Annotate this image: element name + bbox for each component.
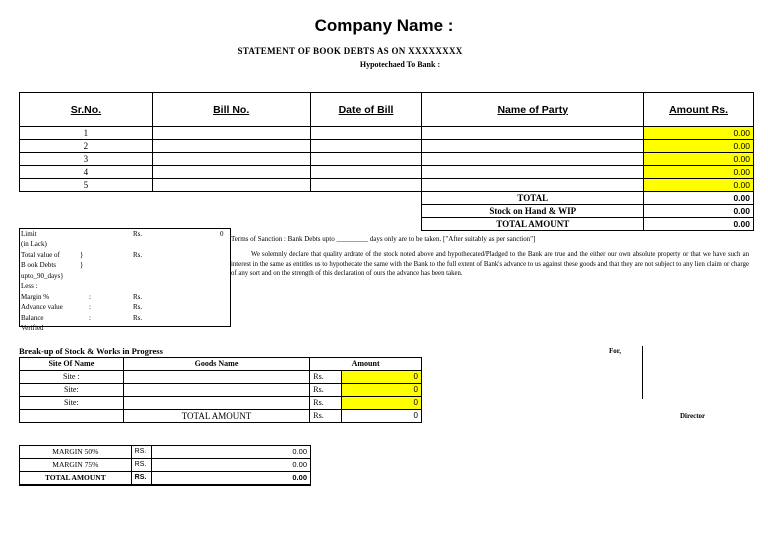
margin-value: 0.00 xyxy=(151,459,310,472)
site-cell: Site: xyxy=(20,397,124,410)
site-cell: Site: xyxy=(20,384,124,397)
margin-label: Margin % xyxy=(21,293,50,301)
amount-cell[interactable]: 0.00 xyxy=(644,127,754,140)
brace: } xyxy=(80,261,84,269)
total-value-label: Total value of xyxy=(21,251,60,259)
in-lack-label: (in Lack) xyxy=(21,240,47,248)
date-cell[interactable] xyxy=(310,153,422,166)
amount-cell[interactable]: 0.00 xyxy=(644,140,754,153)
stock-amount-cell[interactable]: 0 xyxy=(342,397,422,410)
goods-cell[interactable] xyxy=(123,397,310,410)
margin-table xyxy=(19,445,311,486)
table-header-row xyxy=(20,93,754,127)
summary-row-stock xyxy=(20,205,754,218)
stock-header-row xyxy=(20,358,422,371)
party-cell[interactable] xyxy=(422,140,644,153)
stock-label: Stock on Hand & WIP xyxy=(422,205,644,218)
date-cell[interactable] xyxy=(310,127,422,140)
hypothecated-bank: Hypotechaed To Bank : xyxy=(359,60,441,69)
total-amount-label: TOTAL AMOUNT xyxy=(422,218,644,231)
declaration-text: We solemnly declare that quality ardrate of the stock noted above and hypothecated/Pladged to the Bank are true and the either our own absolute property or that we have such an interest in the same as entitles us to hypothecate the same with the Bank to the full extent of Bank's advance to us against these goods and that they are not subject to any lien claim or charge of any sort and on the strength of this declaration of ours the advance has been taken. xyxy=(231,251,749,277)
advance-label: Advance value xyxy=(21,303,63,311)
limit-box xyxy=(19,228,231,332)
party-cell[interactable] xyxy=(422,166,644,179)
stock-total-row xyxy=(20,410,422,423)
table-row xyxy=(20,371,422,384)
table-row xyxy=(20,397,422,410)
sr-cell: 3 xyxy=(20,153,153,166)
goods-cell[interactable] xyxy=(123,384,310,397)
signature-divider xyxy=(642,346,643,399)
colon: : xyxy=(89,293,91,301)
rs-cell: Rs. xyxy=(310,397,342,410)
summary-row-total xyxy=(20,192,754,205)
bill-cell[interactable] xyxy=(152,166,310,179)
rs-cell: Rs. xyxy=(310,410,342,423)
less-label: Less : xyxy=(21,282,38,290)
amount-cell[interactable]: 0.00 xyxy=(644,153,754,166)
bill-cell[interactable] xyxy=(152,140,310,153)
total-value: 0.00 xyxy=(644,192,754,205)
total-amount-value: 0.00 xyxy=(644,218,754,231)
col-goods-name: Goods Name xyxy=(123,358,310,371)
rs-cell: Rs. xyxy=(310,371,342,384)
date-cell[interactable] xyxy=(310,140,422,153)
stock-value: 0.00 xyxy=(644,205,754,218)
colon: : xyxy=(89,314,91,322)
date-cell[interactable] xyxy=(310,166,422,179)
stock-total-label: TOTAL AMOUNT xyxy=(123,410,310,423)
col-name-of-party: Name of Party xyxy=(422,93,644,127)
bill-cell[interactable] xyxy=(152,127,310,140)
site-cell: Site : xyxy=(20,371,124,384)
balance-label: Balance xyxy=(21,314,44,322)
party-cell[interactable] xyxy=(422,179,644,192)
stock-amount-cell[interactable]: 0 xyxy=(342,371,422,384)
book-debts-table xyxy=(19,92,754,231)
date-cell[interactable] xyxy=(310,179,422,192)
statement-title: STATEMENT OF BOOK DEBTS AS ON XXXXXXXX xyxy=(237,46,463,56)
margin-total-row xyxy=(20,472,311,486)
limit-row xyxy=(21,229,37,240)
stock-amount-cell[interactable]: 0 xyxy=(342,384,422,397)
company-name-title: Company Name : xyxy=(314,16,454,35)
margin-rs: Rs. xyxy=(133,293,143,301)
bill-cell[interactable] xyxy=(152,153,310,166)
limit-rs: Rs. xyxy=(133,230,143,238)
advance-rs: Rs. xyxy=(133,303,143,311)
total-value-rs: Rs. xyxy=(133,251,143,259)
table-row xyxy=(20,179,754,192)
col-site-name: Site Of Name xyxy=(20,358,124,371)
for-label: For, xyxy=(609,347,621,355)
verified-label: Verified xyxy=(21,324,44,332)
sr-cell: 1 xyxy=(20,127,153,140)
party-cell[interactable] xyxy=(422,127,644,140)
limit-label: Limit xyxy=(21,230,37,238)
margin-value: 0.00 xyxy=(151,446,310,459)
rs-cell: Rs. xyxy=(310,384,342,397)
margin-label: MARGIN 50% xyxy=(20,446,132,459)
amount-cell[interactable]: 0.00 xyxy=(644,166,754,179)
table-row xyxy=(20,153,754,166)
margin-total-value: 0.00 xyxy=(151,472,310,486)
terms-of-sanction: Terms of Sanction : Bank Debts upto _________ days only are to be taken. ["After suitably as per sanction"] xyxy=(231,235,536,243)
margin-total-label: TOTAL AMOUNT xyxy=(20,472,132,486)
brace: } xyxy=(80,251,84,259)
bill-cell[interactable] xyxy=(152,179,310,192)
amount-cell[interactable]: 0.00 xyxy=(644,179,754,192)
party-cell[interactable] xyxy=(422,153,644,166)
balance-rs: Rs. xyxy=(133,314,143,322)
table-row xyxy=(20,459,311,472)
table-row xyxy=(20,140,754,153)
col-sr-no: Sr.No. xyxy=(20,93,153,127)
col-date-of-bill: Date of Bill xyxy=(310,93,422,127)
sr-cell: 2 xyxy=(20,140,153,153)
total-label: TOTAL xyxy=(422,192,644,205)
rs-cell: RS. xyxy=(131,446,151,459)
margin-label: MARGIN 75% xyxy=(20,459,132,472)
table-row xyxy=(20,446,311,459)
col-amount: Amount Rs. xyxy=(644,93,754,127)
book-debts-label: B ook Debts xyxy=(21,261,56,269)
rs-cell: RS. xyxy=(131,472,151,486)
sr-cell: 4 xyxy=(20,166,153,179)
table-row xyxy=(20,166,754,179)
col-stock-amount: Amount xyxy=(310,358,422,371)
sr-cell: 5 xyxy=(20,179,153,192)
breakup-title: Break-up of Stock & Works in Progress xyxy=(19,346,163,356)
stock-breakup-table xyxy=(19,357,422,423)
colon: : xyxy=(89,303,91,311)
limit-value: 0 xyxy=(220,230,224,238)
table-row xyxy=(20,384,422,397)
director-label: Director xyxy=(680,412,706,420)
upto-days-label: upto_90_days} xyxy=(21,272,64,280)
stock-total-value: 0 xyxy=(342,410,422,423)
col-bill-no: Bill No. xyxy=(152,93,310,127)
table-row xyxy=(20,127,754,140)
goods-cell[interactable] xyxy=(123,371,310,384)
rs-cell: RS. xyxy=(131,459,151,472)
